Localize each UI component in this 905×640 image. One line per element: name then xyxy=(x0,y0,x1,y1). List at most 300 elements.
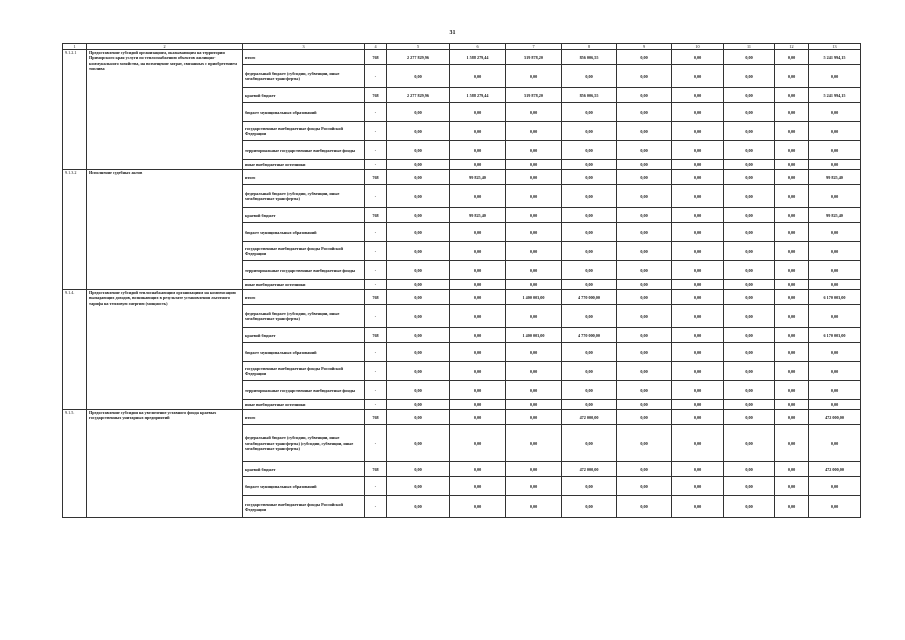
amount-cell: 0,00 xyxy=(562,400,617,410)
amount-cell: 0,00 xyxy=(724,400,775,410)
amount-cell: 0,00 xyxy=(450,122,506,141)
amount-cell: 0,00 xyxy=(672,290,724,305)
amount-cell: 519 878,20 xyxy=(506,88,562,103)
amount-cell: 0,00 xyxy=(450,305,506,328)
amount-cell: 0,00 xyxy=(562,381,617,400)
budget-code: 768 xyxy=(365,290,387,305)
measure-name: Предоставление субсидий теплоснабжающим организациям на компенсацию выпадающих доходов, возникающих в результате установления льготного тарифа на тепловую энергию (мощность) xyxy=(87,290,243,410)
amount-cell: 0,00 xyxy=(672,381,724,400)
table-row xyxy=(63,410,861,425)
funding-source: краевой бюджет xyxy=(243,88,365,103)
amount-cell: 0,00 xyxy=(387,185,450,208)
amount-cell: 0,00 xyxy=(450,425,506,462)
amount-cell: 0,00 xyxy=(724,122,775,141)
amount-cell: 0,00 xyxy=(809,477,861,496)
amount-cell: 0,00 xyxy=(450,160,506,170)
amount-cell: 0,00 xyxy=(672,88,724,103)
amount-cell: 0,00 xyxy=(450,141,506,160)
amount-cell: 0,00 xyxy=(506,280,562,290)
amount-cell: 0,00 xyxy=(724,425,775,462)
amount-cell: 0,00 xyxy=(672,261,724,280)
amount-cell: 0,00 xyxy=(724,160,775,170)
amount-cell: 0,00 xyxy=(724,170,775,185)
budget-code: - xyxy=(365,65,387,88)
budget-code: 768 xyxy=(365,88,387,103)
header-cell: 8 xyxy=(562,44,617,50)
amount-cell: 0,00 xyxy=(562,208,617,223)
amount-cell: 6 170 003,00 xyxy=(809,290,861,305)
amount-cell: 0,00 xyxy=(617,185,672,208)
amount-cell: 0,00 xyxy=(562,425,617,462)
amount-cell: 0,00 xyxy=(724,50,775,65)
amount-cell: 0,00 xyxy=(506,242,562,261)
funding-source: бюджет муниципальных образований xyxy=(243,103,365,122)
amount-cell: 472 000,00 xyxy=(562,462,617,477)
amount-cell: 0,00 xyxy=(387,170,450,185)
funding-source: федеральный бюджет (субсидии, субвенции, иные межбюджетные трансферты) xyxy=(243,65,365,88)
amount-cell: 472 000,00 xyxy=(562,410,617,425)
amount-cell: 0,00 xyxy=(672,141,724,160)
amount-cell: 0,00 xyxy=(775,328,809,343)
amount-cell: 0,00 xyxy=(617,65,672,88)
amount-cell: 0,00 xyxy=(809,261,861,280)
amount-cell: 0,00 xyxy=(672,410,724,425)
measure-name: Предоставление субсидий организациям, оказывающим на территории Приморского края услуги по теплоснабжению объектов жилищно-коммунального хозяйства, на возмещение затрат, связанных с приобретением топлива xyxy=(87,50,243,170)
amount-cell: 0,00 xyxy=(809,425,861,462)
budget-code: 768 xyxy=(365,410,387,425)
budget-code: 768 xyxy=(365,50,387,65)
amount-cell: 0,00 xyxy=(562,242,617,261)
amount-cell: 0,00 xyxy=(562,223,617,242)
amount-cell: 0,00 xyxy=(506,261,562,280)
amount-cell: 0,00 xyxy=(450,65,506,88)
amount-cell: 0,00 xyxy=(617,141,672,160)
amount-cell: 0,00 xyxy=(672,477,724,496)
amount-cell: 0,00 xyxy=(450,242,506,261)
amount-cell: 0,00 xyxy=(387,141,450,160)
table-row xyxy=(63,170,861,185)
funding-source: бюджет муниципальных образований xyxy=(243,223,365,242)
amount-cell: 0,00 xyxy=(809,343,861,362)
amount-cell: 0,00 xyxy=(506,65,562,88)
page-number: 31 xyxy=(449,30,456,36)
amount-cell: 0,00 xyxy=(617,343,672,362)
amount-cell: 1 588 279,44 xyxy=(450,50,506,65)
amount-cell: 1 400 003,00 xyxy=(506,328,562,343)
amount-cell: 0,00 xyxy=(617,208,672,223)
amount-cell: 0,00 xyxy=(387,208,450,223)
amount-cell: 0,00 xyxy=(775,242,809,261)
header-cell: 4 xyxy=(365,44,387,50)
amount-cell: 0,00 xyxy=(724,242,775,261)
amount-cell: 0,00 xyxy=(809,400,861,410)
funding-source: краевой бюджет xyxy=(243,208,365,223)
amount-cell: 0,00 xyxy=(450,103,506,122)
amount-cell: 0,00 xyxy=(617,410,672,425)
amount-cell: 0,00 xyxy=(809,103,861,122)
amount-cell: 0,00 xyxy=(387,280,450,290)
amount-cell: 0,00 xyxy=(672,328,724,343)
budget-code: - xyxy=(365,400,387,410)
amount-cell: 0,00 xyxy=(809,160,861,170)
budget-code: - xyxy=(365,477,387,496)
amount-cell: 0,00 xyxy=(775,305,809,328)
amount-cell: 0,00 xyxy=(775,170,809,185)
amount-cell: 0,00 xyxy=(617,477,672,496)
amount-cell: 519 878,20 xyxy=(506,50,562,65)
amount-cell: 99 825,40 xyxy=(450,208,506,223)
header-cell: 9 xyxy=(617,44,672,50)
funding-source: итого xyxy=(243,170,365,185)
amount-cell: 472 000,00 xyxy=(809,462,861,477)
measure-code: 9.1.5. xyxy=(63,410,87,518)
amount-cell: 0,00 xyxy=(809,223,861,242)
amount-cell: 0,00 xyxy=(775,400,809,410)
funding-source: итого xyxy=(243,290,365,305)
amount-cell: 0,00 xyxy=(450,185,506,208)
amount-cell: 0,00 xyxy=(809,381,861,400)
amount-cell: 0,00 xyxy=(775,141,809,160)
amount-cell: 4 770 000,00 xyxy=(562,290,617,305)
header-cell: 3 xyxy=(243,44,365,50)
amount-cell: 0,00 xyxy=(387,410,450,425)
funding-source: итого xyxy=(243,50,365,65)
amount-cell: 856 006,55 xyxy=(562,50,617,65)
budget-code: - xyxy=(365,122,387,141)
amount-cell: 0,00 xyxy=(775,122,809,141)
funding-source: федеральный бюджет (субсидии, субвенции, иные межбюджетные трансферты) xyxy=(243,305,365,328)
header-cell: 7 xyxy=(506,44,562,50)
amount-cell: 856 006,55 xyxy=(562,88,617,103)
amount-cell: 0,00 xyxy=(387,425,450,462)
amount-cell: 0,00 xyxy=(672,425,724,462)
amount-cell: 0,00 xyxy=(506,208,562,223)
amount-cell: 0,00 xyxy=(617,242,672,261)
budget-code: - xyxy=(365,280,387,290)
amount-cell: 0,00 xyxy=(506,410,562,425)
budget-code: 768 xyxy=(365,208,387,223)
amount-cell: 0,00 xyxy=(617,425,672,462)
amount-cell: 0,00 xyxy=(617,462,672,477)
funding-source: иные внебюджетные источники xyxy=(243,160,365,170)
amount-cell: 0,00 xyxy=(809,242,861,261)
amount-cell: 5 241 994,15 xyxy=(809,50,861,65)
amount-cell: 0,00 xyxy=(672,160,724,170)
amount-cell: 0,00 xyxy=(809,362,861,381)
budget-code: - xyxy=(365,381,387,400)
amount-cell: 0,00 xyxy=(387,477,450,496)
amount-cell: 0,00 xyxy=(775,477,809,496)
amount-cell: 0,00 xyxy=(387,381,450,400)
amount-cell: 0,00 xyxy=(672,280,724,290)
amount-cell: 0,00 xyxy=(775,88,809,103)
amount-cell: 0,00 xyxy=(617,328,672,343)
amount-cell: 0,00 xyxy=(562,122,617,141)
amount-cell: 0,00 xyxy=(387,223,450,242)
amount-cell: 0,00 xyxy=(724,223,775,242)
amount-cell: 0,00 xyxy=(506,400,562,410)
amount-cell: 0,00 xyxy=(672,496,724,518)
measure-name: Предоставление субсидии на увеличение уставного фонда краевых государственных унитарных предприятий xyxy=(87,410,243,518)
amount-cell: 0,00 xyxy=(387,103,450,122)
amount-cell: 0,00 xyxy=(809,185,861,208)
amount-cell: 0,00 xyxy=(617,261,672,280)
amount-cell: 0,00 xyxy=(672,343,724,362)
budget-code: - xyxy=(365,305,387,328)
amount-cell: 0,00 xyxy=(562,170,617,185)
amount-cell: 0,00 xyxy=(387,122,450,141)
funding-source: федеральный бюджет (субсидии, субвенции, иные межбюджетные трансферты) xyxy=(243,185,365,208)
amount-cell: 0,00 xyxy=(562,496,617,518)
amount-cell: 0,00 xyxy=(450,261,506,280)
amount-cell: 0,00 xyxy=(617,50,672,65)
amount-cell: 0,00 xyxy=(724,381,775,400)
table-row xyxy=(63,50,861,65)
amount-cell: 0,00 xyxy=(724,280,775,290)
amount-cell: 0,00 xyxy=(450,328,506,343)
measure-code: 9.1.2.1 xyxy=(63,50,87,170)
budget-table xyxy=(62,43,861,518)
header-cell: 2 xyxy=(87,44,243,50)
amount-cell: 99 825,40 xyxy=(809,170,861,185)
amount-cell: 0,00 xyxy=(775,410,809,425)
amount-cell: 0,00 xyxy=(506,103,562,122)
amount-cell: 0,00 xyxy=(775,381,809,400)
amount-cell: 99 825,40 xyxy=(809,208,861,223)
amount-cell: 0,00 xyxy=(672,170,724,185)
amount-cell: 0,00 xyxy=(724,305,775,328)
amount-cell: 0,00 xyxy=(775,343,809,362)
amount-cell: 2 277 829,96 xyxy=(387,88,450,103)
amount-cell: 0,00 xyxy=(775,65,809,88)
funding-source: иные внебюджетные источники xyxy=(243,400,365,410)
amount-cell: 0,00 xyxy=(450,290,506,305)
funding-source: краевой бюджет xyxy=(243,328,365,343)
amount-cell: 0,00 xyxy=(672,122,724,141)
amount-cell: 0,00 xyxy=(775,462,809,477)
measure-code: 9.1.4. xyxy=(63,290,87,410)
budget-code: - xyxy=(365,242,387,261)
amount-cell: 0,00 xyxy=(672,65,724,88)
amount-cell: 0,00 xyxy=(562,160,617,170)
amount-cell: 0,00 xyxy=(724,185,775,208)
amount-cell: 0,00 xyxy=(562,261,617,280)
funding-source: территориальные государственные внебюджетные фонды xyxy=(243,261,365,280)
amount-cell: 0,00 xyxy=(562,280,617,290)
amount-cell: 5 241 994,15 xyxy=(809,88,861,103)
amount-cell: 0,00 xyxy=(775,50,809,65)
amount-cell: 0,00 xyxy=(506,343,562,362)
amount-cell: 0,00 xyxy=(617,280,672,290)
amount-cell: 0,00 xyxy=(617,400,672,410)
amount-cell: 0,00 xyxy=(387,242,450,261)
amount-cell: 0,00 xyxy=(775,185,809,208)
amount-cell: 0,00 xyxy=(809,65,861,88)
budget-code: - xyxy=(365,185,387,208)
funding-source: государственные внебюджетные фонды Российской Федерации xyxy=(243,242,365,261)
amount-cell: 0,00 xyxy=(724,362,775,381)
amount-cell: 6 170 003,00 xyxy=(809,328,861,343)
amount-cell: 0,00 xyxy=(672,223,724,242)
amount-cell: 0,00 xyxy=(506,160,562,170)
amount-cell: 0,00 xyxy=(617,88,672,103)
amount-cell: 472 000,00 xyxy=(809,410,861,425)
amount-cell: 0,00 xyxy=(506,425,562,462)
amount-cell: 0,00 xyxy=(450,410,506,425)
amount-cell: 0,00 xyxy=(672,400,724,410)
amount-cell: 0,00 xyxy=(617,170,672,185)
amount-cell: 0,00 xyxy=(724,141,775,160)
amount-cell: 0,00 xyxy=(775,160,809,170)
amount-cell: 1 588 279,44 xyxy=(450,88,506,103)
amount-cell: 0,00 xyxy=(672,103,724,122)
header-cell: 10 xyxy=(672,44,724,50)
amount-cell: 0,00 xyxy=(562,185,617,208)
amount-cell: 0,00 xyxy=(506,122,562,141)
amount-cell: 0,00 xyxy=(809,122,861,141)
amount-cell: 0,00 xyxy=(617,362,672,381)
amount-cell: 0,00 xyxy=(387,400,450,410)
amount-cell: 0,00 xyxy=(387,328,450,343)
amount-cell: 0,00 xyxy=(450,280,506,290)
header-cell: 11 xyxy=(724,44,775,50)
amount-cell: 0,00 xyxy=(672,242,724,261)
amount-cell: 0,00 xyxy=(562,103,617,122)
amount-cell: 0,00 xyxy=(506,223,562,242)
amount-cell: 0,00 xyxy=(617,160,672,170)
budget-code: - xyxy=(365,103,387,122)
amount-cell: 0,00 xyxy=(387,65,450,88)
amount-cell: 0,00 xyxy=(672,50,724,65)
amount-cell: 0,00 xyxy=(724,477,775,496)
funding-source: государственные внебюджетные фонды Российской Федерации xyxy=(243,122,365,141)
amount-cell: 0,00 xyxy=(387,160,450,170)
amount-cell: 0,00 xyxy=(506,477,562,496)
amount-cell: 1 400 003,00 xyxy=(506,290,562,305)
amount-cell: 0,00 xyxy=(672,185,724,208)
amount-cell: 0,00 xyxy=(562,305,617,328)
amount-cell: 0,00 xyxy=(562,343,617,362)
amount-cell: 0,00 xyxy=(506,381,562,400)
amount-cell: 0,00 xyxy=(809,305,861,328)
amount-cell: 0,00 xyxy=(506,462,562,477)
funding-source: территориальные государственные внебюджетные фонды xyxy=(243,141,365,160)
amount-cell: 0,00 xyxy=(617,290,672,305)
amount-cell: 0,00 xyxy=(724,65,775,88)
amount-cell: 0,00 xyxy=(672,362,724,381)
amount-cell: 0,00 xyxy=(450,381,506,400)
funding-source: иные внебюджетные источники xyxy=(243,280,365,290)
budget-code: 768 xyxy=(365,170,387,185)
amount-cell: 0,00 xyxy=(617,223,672,242)
amount-cell: 0,00 xyxy=(562,477,617,496)
amount-cell: 0,00 xyxy=(724,290,775,305)
amount-cell: 0,00 xyxy=(387,496,450,518)
amount-cell: 0,00 xyxy=(672,462,724,477)
amount-cell: 0,00 xyxy=(775,362,809,381)
amount-cell: 0,00 xyxy=(672,305,724,328)
amount-cell: 0,00 xyxy=(506,496,562,518)
amount-cell: 0,00 xyxy=(506,170,562,185)
amount-cell: 0,00 xyxy=(617,496,672,518)
amount-cell: 0,00 xyxy=(562,141,617,160)
amount-cell: 0,00 xyxy=(809,141,861,160)
budget-code: - xyxy=(365,425,387,462)
amount-cell: 0,00 xyxy=(724,208,775,223)
amount-cell: 0,00 xyxy=(724,103,775,122)
funding-source: итого xyxy=(243,410,365,425)
amount-cell: 0,00 xyxy=(724,496,775,518)
amount-cell: 4 770 000,00 xyxy=(562,328,617,343)
header-cell: 5 xyxy=(387,44,450,50)
amount-cell: 0,00 xyxy=(775,496,809,518)
header-cell: 13 xyxy=(809,44,861,50)
amount-cell: 0,00 xyxy=(506,141,562,160)
amount-cell: 0,00 xyxy=(506,185,562,208)
header-cell: 1 xyxy=(63,44,87,50)
amount-cell: 0,00 xyxy=(506,362,562,381)
amount-cell: 0,00 xyxy=(724,462,775,477)
amount-cell: 0,00 xyxy=(387,290,450,305)
funding-source: государственные внебюджетные фонды Российской Федерации xyxy=(243,496,365,518)
amount-cell: 0,00 xyxy=(506,305,562,328)
amount-cell: 0,00 xyxy=(775,280,809,290)
budget-code: - xyxy=(365,362,387,381)
amount-cell: 2 277 829,96 xyxy=(387,50,450,65)
amount-cell: 0,00 xyxy=(450,223,506,242)
amount-cell: 0,00 xyxy=(387,305,450,328)
budget-code: 768 xyxy=(365,328,387,343)
table-row xyxy=(63,290,861,305)
amount-cell: 0,00 xyxy=(775,290,809,305)
funding-source: бюджет муниципальных образований xyxy=(243,477,365,496)
amount-cell: 0,00 xyxy=(387,462,450,477)
budget-code: - xyxy=(365,343,387,362)
header-cell: 6 xyxy=(450,44,506,50)
funding-source: бюджет муниципальных образований xyxy=(243,343,365,362)
budget-code: - xyxy=(365,160,387,170)
measure-code: 9.1.3.2 xyxy=(63,170,87,290)
amount-cell: 0,00 xyxy=(775,261,809,280)
budget-code: 768 xyxy=(365,462,387,477)
amount-cell: 0,00 xyxy=(450,343,506,362)
amount-cell: 0,00 xyxy=(724,261,775,280)
budget-code: - xyxy=(365,141,387,160)
measure-name: Исполнение судебных актов xyxy=(87,170,243,290)
amount-cell: 0,00 xyxy=(617,381,672,400)
amount-cell: 0,00 xyxy=(450,462,506,477)
amount-cell: 0,00 xyxy=(775,208,809,223)
funding-source: государственные внебюджетные фонды Российской Федерации xyxy=(243,362,365,381)
budget-code: - xyxy=(365,223,387,242)
amount-cell: 0,00 xyxy=(724,343,775,362)
amount-cell: 0,00 xyxy=(387,343,450,362)
amount-cell: 0,00 xyxy=(450,362,506,381)
amount-cell: 99 825,40 xyxy=(450,170,506,185)
amount-cell: 0,00 xyxy=(617,305,672,328)
amount-cell: 0,00 xyxy=(809,280,861,290)
amount-cell: 0,00 xyxy=(724,88,775,103)
amount-cell: 0,00 xyxy=(724,410,775,425)
amount-cell: 0,00 xyxy=(450,496,506,518)
header-cell: 12 xyxy=(775,44,809,50)
budget-code: - xyxy=(365,496,387,518)
amount-cell: 0,00 xyxy=(809,496,861,518)
funding-source: территориальные государственные внебюджетные фонды xyxy=(243,381,365,400)
amount-cell: 0,00 xyxy=(387,362,450,381)
amount-cell: 0,00 xyxy=(724,328,775,343)
amount-cell: 0,00 xyxy=(562,362,617,381)
